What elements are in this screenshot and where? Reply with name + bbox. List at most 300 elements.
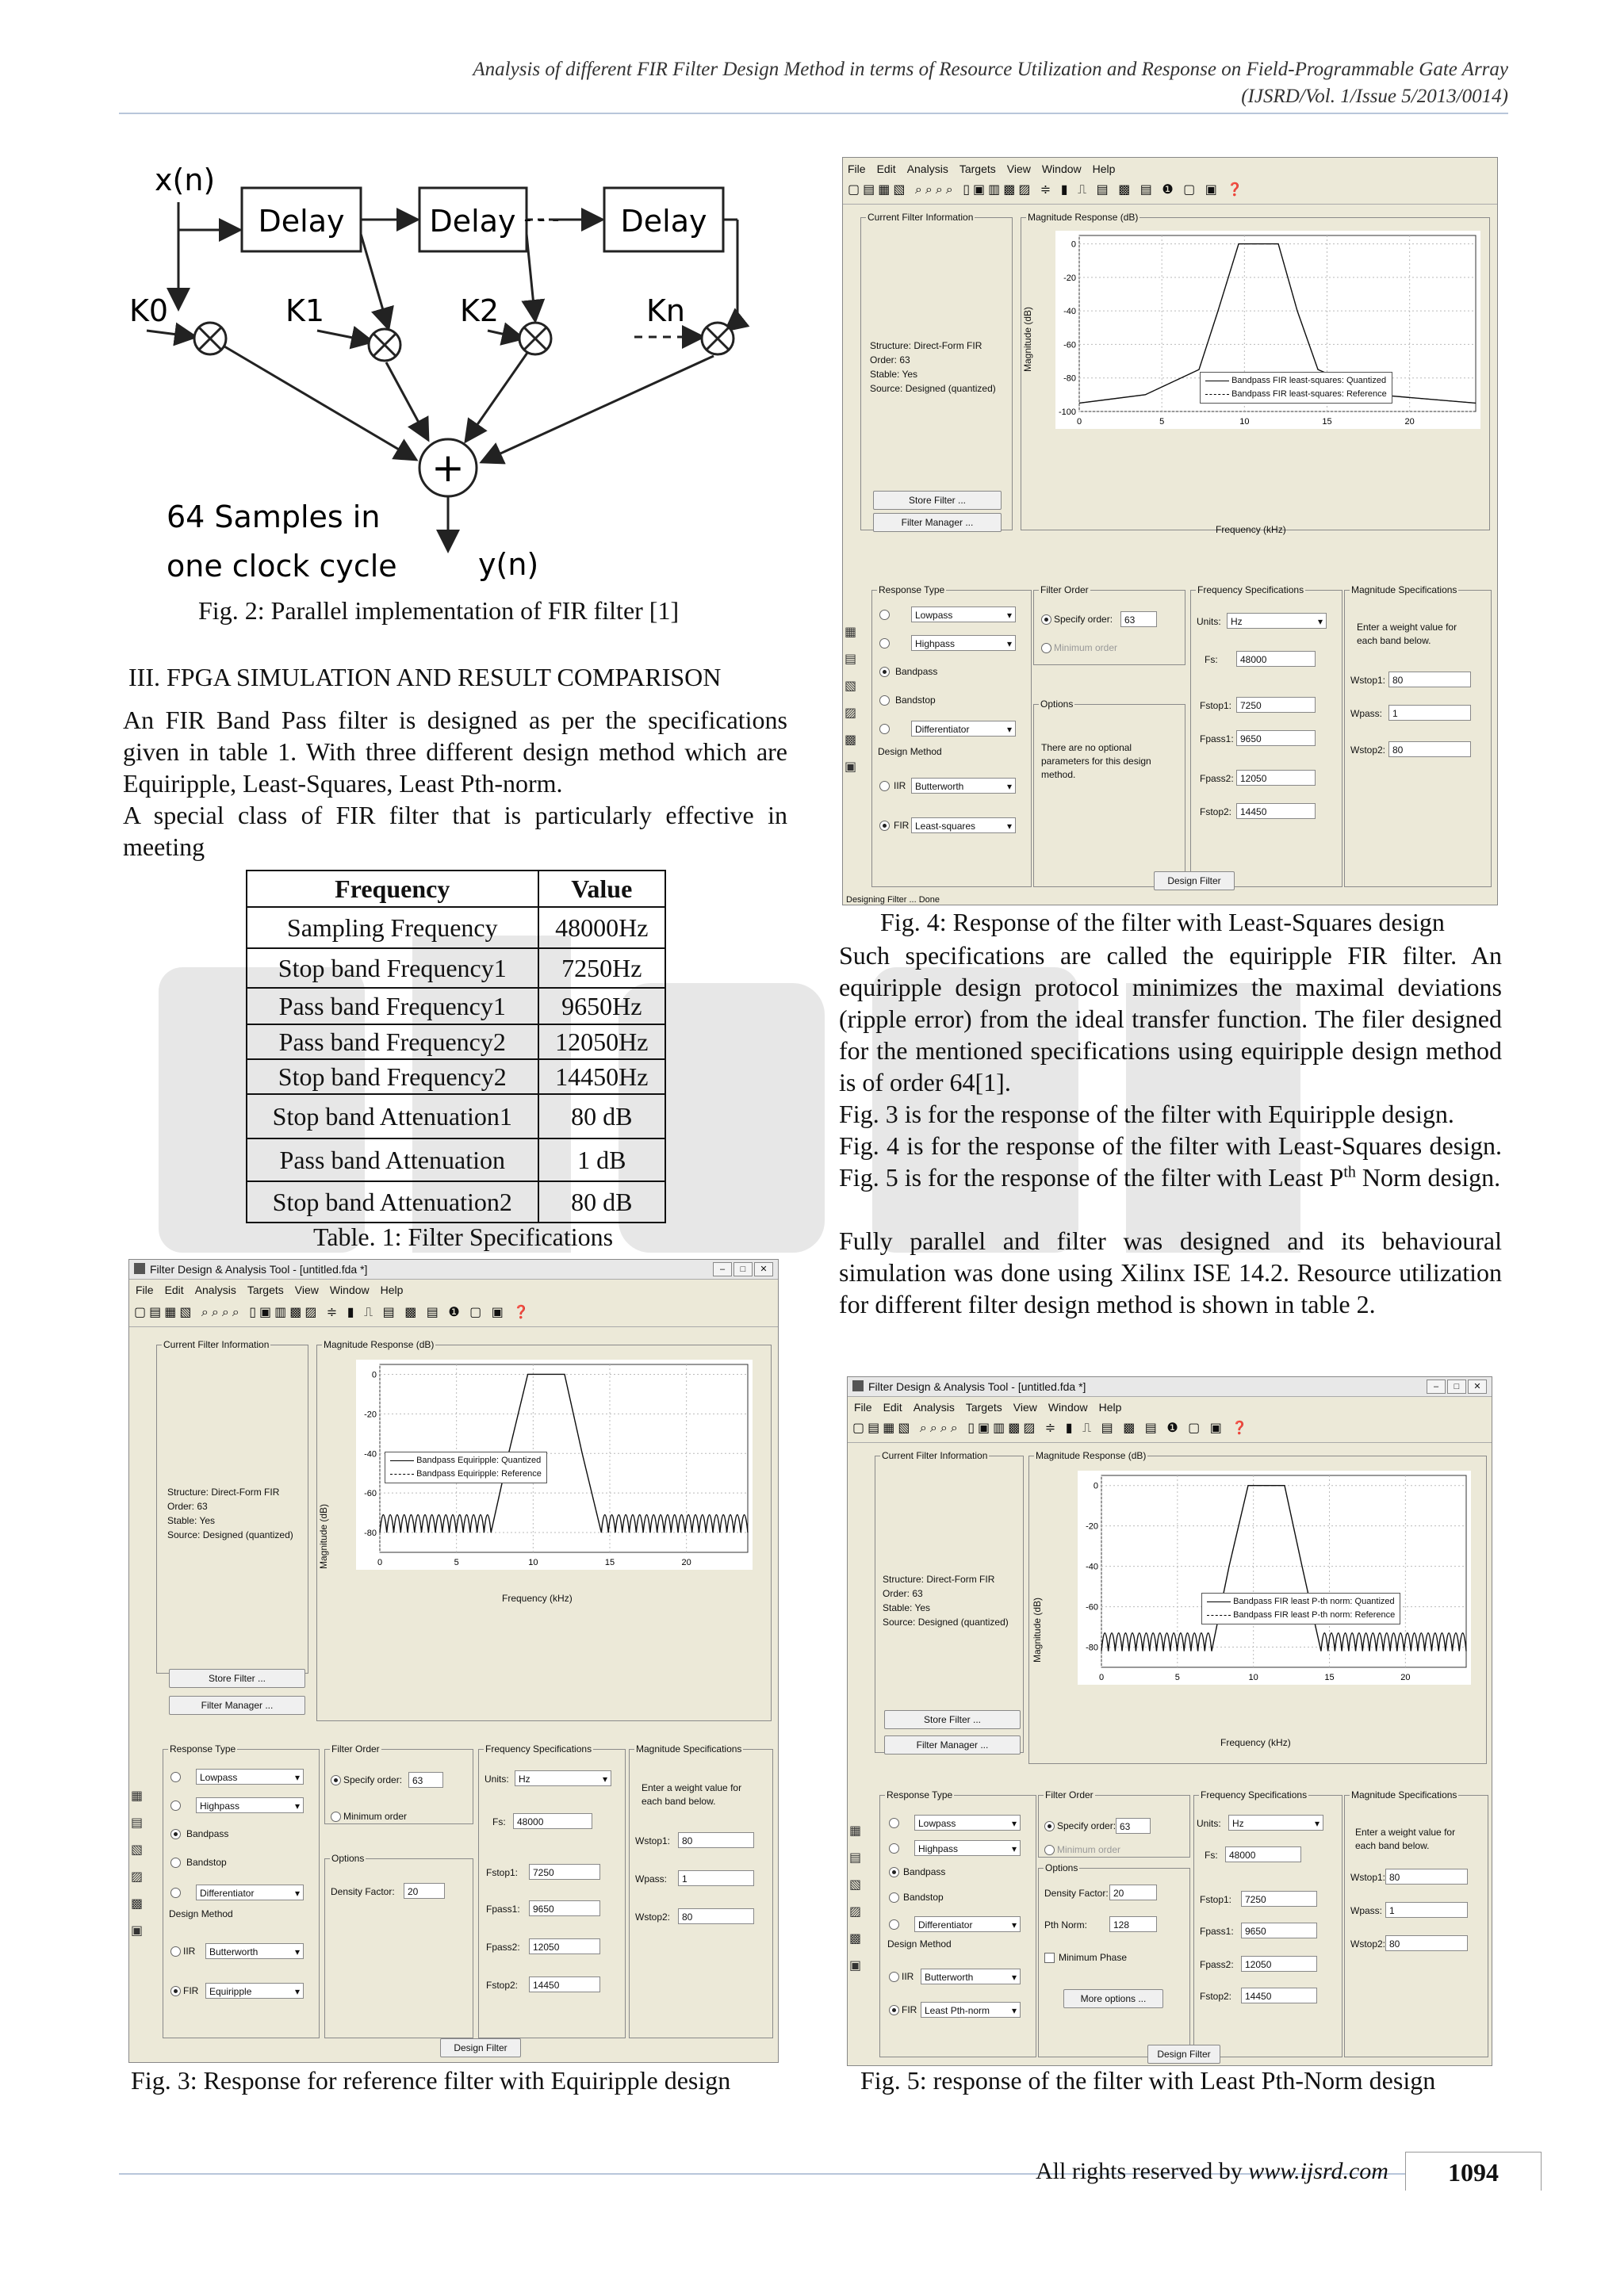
magnitude-response-panel: Magnitude Response (dB) — [316, 1339, 772, 1721]
fir-dropdown[interactable]: Least Pth-norm ▾ — [921, 2002, 1021, 2018]
bandpass-label: Bandpass — [186, 1828, 229, 1839]
window-title-bar — [848, 1377, 1492, 1397]
x-axis-label: Frequency (kHz) — [502, 1593, 573, 1604]
differentiator-radio[interactable] — [170, 1888, 181, 1898]
units-label: Units: — [1197, 616, 1221, 627]
svg-text:Delay: Delay — [429, 204, 516, 239]
toolbar[interactable]: ▢▤▦▧ ⌕⌕⌕⌕ ▯▣▥▩▨ ≑ ▮ ⎍ ▤ ▩ ▤ ❶ ▢ ▣ ❓ — [843, 182, 1497, 205]
svg-text:+: + — [431, 445, 465, 491]
matlab-icon — [852, 1380, 864, 1391]
fstop2-label: Fstop2: — [1200, 806, 1232, 817]
fs-label: Fs: — [492, 1816, 506, 1827]
y-tick-label: -60 — [1063, 340, 1076, 350]
store-filter-button[interactable]: Store Filter ... — [873, 491, 1002, 510]
order-input[interactable]: 63 — [1120, 611, 1157, 627]
page-number: 1094 — [1405, 2152, 1542, 2191]
menu-targets[interactable]: Targets — [959, 163, 996, 175]
footer-rights: All rights reserved by www.ijsrd.com — [1036, 2158, 1388, 2184]
fstop2-input[interactable]: 14450 — [529, 1976, 600, 1992]
frequency-spec-panel: Frequency Specifications — [1193, 1789, 1342, 2057]
lowpass-dropdown[interactable]: Lowpass ▾ — [911, 607, 1016, 622]
close-icon[interactable]: ✕ — [1468, 1380, 1487, 1394]
table-row: Pass band Attenuation 1 dB — [247, 1138, 665, 1181]
differentiator-dropdown[interactable]: Differentiator ▾ — [911, 721, 1016, 737]
x-tick-label: 20 — [1400, 1673, 1411, 1682]
units-dropdown[interactable]: Hz ▾ — [1227, 613, 1327, 629]
iir-dropdown[interactable]: Butterworth ▾ — [205, 1943, 304, 1959]
design-method-label: Design Method — [887, 1938, 952, 1950]
bandstop-label: Bandstop — [895, 695, 936, 706]
fstop2-input[interactable]: 14450 — [1236, 803, 1316, 819]
x-tick-label: 5 — [1159, 417, 1165, 427]
x-tick-label: 20 — [681, 1558, 691, 1567]
fig2-caption: Fig. 2: Parallel implementation of FIR filter [1] — [198, 596, 680, 625]
units-dropdown[interactable]: Hz ▾ — [1228, 1815, 1323, 1831]
units-dropdown[interactable]: Hz ▾ — [515, 1770, 611, 1786]
wstop1-label: Wstop1: — [635, 1835, 671, 1846]
filter-info: Structure: Direct-Form FIR Order: 63 Stable: Yes Source: Designed (quantized) — [883, 1574, 1009, 1628]
differentiator-radio[interactable] — [879, 724, 890, 734]
side-toolbar[interactable]: ▦ ▤ ▧ ▨ ▩ ▣ — [845, 626, 857, 774]
fs-label: Fs: — [1205, 1850, 1218, 1861]
svg-text:Delay: Delay — [258, 204, 345, 239]
y-tick-label: -80 — [1063, 373, 1076, 384]
current-filter-info-panel: Current Filter Information — [156, 1339, 308, 1674]
x-tick-label: 0 — [1076, 417, 1082, 427]
wstop2-input[interactable]: 80 — [1385, 1935, 1468, 1951]
fstop2-input[interactable]: 14450 — [1241, 1988, 1317, 2003]
x-tick-label: 20 — [1404, 417, 1415, 427]
menu-analysis[interactable]: Analysis — [913, 1401, 955, 1414]
menu-help[interactable]: Help — [1098, 1401, 1122, 1414]
fir-radio[interactable] — [879, 821, 890, 831]
minimum-order-radio[interactable] — [1044, 1845, 1055, 1855]
menu-file[interactable]: File — [854, 1401, 872, 1414]
fir-radio[interactable] — [170, 1986, 181, 1996]
x-tick-label: 0 — [377, 1558, 383, 1567]
current-filter-info-panel: Current Filter Information — [860, 212, 1013, 530]
response-type-panel: Response Type — [163, 1743, 320, 2038]
y-tick-label: -80 — [1086, 1643, 1098, 1653]
iir-radio[interactable] — [170, 1946, 181, 1957]
fpass1-label: Fpass1: — [1200, 1926, 1234, 1937]
y-tick-label: -40 — [1063, 307, 1076, 317]
y-tick-label: -60 — [1086, 1602, 1098, 1613]
order-input[interactable]: 63 — [1116, 1818, 1151, 1834]
menu-help[interactable]: Help — [1092, 163, 1116, 175]
fstop1-label: Fstop1: — [1200, 1894, 1232, 1905]
iir-label: IIR — [183, 1946, 196, 1957]
y-tick-label: -20 — [1086, 1521, 1098, 1532]
menu-file[interactable]: File — [848, 163, 866, 175]
fig4-fdatool-screenshot — [842, 157, 1498, 905]
table-row: Stop band Attenuation1 80 dB — [247, 1094, 665, 1138]
header-rule — [119, 113, 1508, 114]
wstop2-input[interactable]: 80 — [678, 1908, 754, 1924]
response-type-panel: Response Type — [879, 1789, 1036, 2057]
chart-legend: Bandpass Equiripple: Quantized Bandpass Equiripple: Reference — [385, 1452, 547, 1483]
fpass2-input[interactable]: 12050 — [529, 1938, 600, 1954]
density-factor-input[interactable]: 20 — [404, 1883, 445, 1899]
fig3-caption: Fig. 3: Response for reference filter with Equiripple design — [131, 2066, 731, 2095]
x-tick-label: 15 — [1324, 1673, 1335, 1682]
lowpass-dropdown[interactable]: Lowpass ▾ — [196, 1769, 304, 1785]
options-panel: Options — [1033, 698, 1185, 887]
fpass1-label: Fpass1: — [486, 1904, 520, 1915]
filter-manager-button[interactable]: Filter Manager ... — [884, 1735, 1021, 1755]
output-label: y(n) — [478, 547, 539, 582]
minimum-order-radio[interactable] — [1041, 643, 1051, 653]
bandstop-radio[interactable] — [879, 695, 890, 706]
plot-area — [1101, 1475, 1466, 1667]
fpass2-label: Fpass2: — [1200, 1959, 1234, 1970]
x-axis-label: Frequency (kHz) — [1220, 1737, 1291, 1748]
input-label: x(n) — [155, 163, 216, 197]
units-label: Units: — [485, 1774, 509, 1785]
menu-bar — [854, 1401, 1492, 1418]
table-row: Pass band Frequency2 12050Hz — [247, 1024, 665, 1059]
window-title-bar — [129, 1260, 778, 1280]
specify-order-label: Specify order: — [1057, 1820, 1116, 1831]
fs-input[interactable]: 48000 — [1236, 651, 1316, 667]
highpass-radio[interactable] — [879, 638, 890, 649]
menu-help[interactable]: Help — [380, 1284, 404, 1296]
y-tick-label: -100 — [1058, 408, 1076, 417]
table-row: Pass band Frequency1 9650Hz — [247, 988, 665, 1024]
close-icon[interactable]: ✕ — [754, 1262, 773, 1276]
fs-label: Fs: — [1205, 654, 1218, 665]
y-tick-label: -40 — [364, 1449, 377, 1460]
density-factor-input[interactable]: 20 — [1109, 1885, 1157, 1900]
fstop1-input[interactable]: 7250 — [1236, 697, 1316, 713]
menu-window[interactable]: Window — [329, 1284, 370, 1296]
footer-site-link[interactable]: www.ijsrd.com — [1248, 2158, 1388, 2184]
pth-norm-label: Pth Norm: — [1044, 1919, 1088, 1931]
weight-note: Enter a weight value for each band below. — [642, 1782, 742, 1807]
wstop1-label: Wstop1: — [1350, 1872, 1386, 1883]
window-title: Filter Design & Analysis Tool - [untitled.fda *] — [868, 1380, 1086, 1393]
table-row: Stop band Frequency2 14450Hz — [247, 1059, 665, 1094]
matlab-icon — [134, 1263, 145, 1274]
menu-view[interactable]: View — [1013, 1401, 1037, 1414]
fpass1-label: Fpass1: — [1200, 733, 1234, 744]
fig4-caption: Fig. 4: Response of the filter with Least-Squares design — [880, 908, 1445, 936]
iir-label: IIR — [902, 1971, 914, 1982]
options-panel: Options — [324, 1853, 473, 2038]
differentiator-dropdown[interactable]: Differentiator ▾ — [914, 1916, 1021, 1932]
menu-edit[interactable]: Edit — [876, 163, 896, 175]
samples-note-line1: 64 Samples in — [167, 499, 381, 534]
bandpass-label: Bandpass — [903, 1866, 946, 1877]
left-paragraph-1: An FIR Band Pass filter is designed as per the specifications given in table 1. With three different design method which are Equiripple, Least-Squares, Least Pth-norm. — [123, 706, 787, 798]
fig3-fdatool-screenshot — [128, 1259, 779, 2063]
x-tick-label: 5 — [1174, 1673, 1180, 1682]
filter-spec-table — [246, 870, 666, 1223]
bandstop-label: Bandstop — [903, 1892, 944, 1903]
fpass2-label: Fpass2: — [1200, 773, 1234, 784]
x-tick-label: 5 — [454, 1558, 459, 1567]
frequency-spec-panel: Frequency Specifications — [478, 1743, 626, 2038]
menu-window[interactable]: Window — [1041, 163, 1082, 175]
side-toolbar[interactable]: ▦ ▤ ▧ ▨ ▩ ▣ — [849, 1824, 862, 1973]
fig5-caption: Fig. 5: response of the filter with Least Pth-Norm design — [860, 2066, 1436, 2095]
menu-analysis[interactable]: Analysis — [906, 163, 948, 175]
filter-manager-button[interactable]: Filter Manager ... — [873, 513, 1002, 532]
x-tick-label: 10 — [1239, 417, 1250, 427]
maximize-icon[interactable]: □ — [1447, 1380, 1466, 1394]
specify-order-radio[interactable] — [331, 1775, 341, 1785]
magnitude-spec-panel: Magnitude Specifications — [1344, 584, 1492, 887]
y-tick-label: 0 — [1093, 1481, 1098, 1491]
fs-input[interactable]: 48000 — [1225, 1846, 1301, 1862]
y-tick-label: -40 — [1086, 1562, 1098, 1572]
minimum-order-label: Minimum order — [343, 1811, 408, 1822]
differentiator-radio[interactable] — [889, 1919, 899, 1930]
table-header-frequency: Frequency — [247, 871, 538, 907]
fir-label: FIR — [183, 1985, 199, 1996]
fstop1-input[interactable]: 7250 — [529, 1864, 600, 1880]
highpass-dropdown[interactable]: Highpass ▾ — [196, 1797, 304, 1813]
design-filter-button[interactable]: Design Filter — [440, 2038, 521, 2057]
minimum-order-radio[interactable] — [331, 1812, 341, 1822]
response-type-panel: Response Type — [871, 584, 1032, 887]
fpass1-input[interactable]: 9650 — [1241, 1923, 1317, 1938]
pth-norm-input[interactable]: 128 — [1109, 1916, 1157, 1932]
store-filter-button[interactable]: Store Filter ... — [884, 1710, 1021, 1729]
fpass2-label: Fpass2: — [486, 1942, 520, 1953]
fs-input[interactable]: 48000 — [513, 1813, 592, 1829]
wstop1-input[interactable]: 80 — [678, 1832, 754, 1848]
toolbar[interactable]: ▢▤▦▧ ⌕⌕⌕⌕ ▯▣▥▩▨ ≑ ▮ ⎍ ▤ ▩ ▤ ❶ ▢ ▣ ❓ — [129, 1304, 778, 1327]
multiplier-n — [702, 323, 733, 354]
menu-analysis[interactable]: Analysis — [194, 1284, 236, 1296]
right-paragraph-4: Fully parallel and filter was designed and its behavioural simulation was done using Xilinx ISE 14.2. Resource utilization for different filter design method is shown in table 2. — [839, 1226, 1502, 1318]
menu-view[interactable]: View — [294, 1284, 319, 1296]
density-factor-label: Density Factor: — [331, 1886, 395, 1897]
x-axis-label: Frequency (kHz) — [1216, 524, 1286, 535]
fir-parallel-diagram — [123, 163, 773, 595]
toolbar[interactable]: ▢▤▦▧ ⌕⌕⌕⌕ ▯▣▥▩▨ ≑ ▮ ⎍ ▤ ▩ ▤ ❶ ▢ ▣ ❓ — [848, 1420, 1492, 1443]
iir-label: IIR — [894, 780, 906, 791]
y-axis-label: Magnitude (dB) — [1032, 1597, 1043, 1663]
window-title: Filter Design & Analysis Tool - [untitled.fda *] — [150, 1263, 368, 1276]
wstop2-input[interactable]: 80 — [1388, 741, 1471, 757]
iir-radio[interactable] — [879, 781, 890, 791]
bandstop-radio[interactable] — [889, 1892, 899, 1903]
fpass2-input[interactable]: 12050 — [1236, 770, 1316, 786]
chart-legend: Bandpass FIR least P-th norm: Quantized Bandpass FIR least P-th norm: Reference — [1201, 1593, 1400, 1624]
highpass-radio[interactable] — [889, 1843, 899, 1854]
specify-order-radio[interactable] — [1044, 1821, 1055, 1831]
wpass-input[interactable]: 1 — [1388, 705, 1471, 721]
section-heading: III. FPGA SIMULATION AND RESULT COMPARISON — [128, 663, 722, 691]
menu-targets[interactable]: Targets — [247, 1284, 284, 1296]
wstop1-input[interactable]: 80 — [1385, 1869, 1468, 1885]
y-tick-label: 0 — [1071, 239, 1076, 250]
maximize-icon[interactable]: □ — [733, 1262, 753, 1276]
options-panel: Options — [1038, 1862, 1190, 2057]
fig5-fdatool-screenshot — [847, 1376, 1492, 2066]
lowpass-radio[interactable] — [879, 610, 890, 620]
right-paragraph-3: Fig. 4 is for the response of the filter with Least-Squares design. Fig. 5 is for the response of the filter with Least $P^{th}$ Norm design. — [839, 1131, 1502, 1192]
x-tick-label: 10 — [528, 1558, 538, 1567]
filter-info: Structure: Direct-Form FIR Order: 63 Stable: Yes Source: Designed (quantized) — [870, 340, 996, 394]
bandstop-radio[interactable] — [170, 1858, 181, 1868]
iir-radio[interactable] — [889, 1972, 899, 1982]
fstop2-label: Fstop2: — [1200, 1991, 1232, 2002]
running-header-title: Analysis of different FIR Filter Design Method in terms of Resource Utilization and Response on Field-Programmable Gate Array — [473, 59, 1508, 80]
menu-targets[interactable]: Targets — [965, 1401, 1002, 1414]
design-method-label: Design Method — [169, 1908, 233, 1919]
samples-note-line2: one clock cycle — [167, 549, 397, 584]
x-tick-label: 0 — [1098, 1673, 1105, 1682]
current-filter-info-panel: Current Filter Information — [875, 1450, 1024, 1753]
side-toolbar[interactable]: ▦ ▤ ▧ ▨ ▩ ▣ — [131, 1789, 144, 1938]
delay-ellipsis: - - - — [523, 208, 560, 232]
store-filter-button[interactable]: Store Filter ... — [169, 1669, 305, 1688]
x-tick-label: 15 — [604, 1558, 615, 1567]
fir-radio[interactable] — [889, 2005, 899, 2015]
fstop1-label: Fstop1: — [1200, 700, 1232, 711]
wstop1-label: Wstop1: — [1350, 675, 1386, 686]
table-row: Stop band Frequency1 7250Hz — [247, 948, 665, 988]
fir-dropdown[interactable]: Least-squares ▾ — [911, 817, 1016, 833]
bandstop-label: Bandstop — [186, 1857, 227, 1868]
wpass-label: Wpass: — [1350, 1905, 1383, 1916]
minimum-phase-label: Minimum Phase — [1059, 1952, 1128, 1963]
fpass2-input[interactable]: 12050 — [1241, 1956, 1317, 1972]
adder-node — [419, 439, 477, 496]
magnitude-response-panel: Magnitude Response (dB) — [1028, 1450, 1487, 1764]
table-row: Sampling Frequency 48000Hz — [247, 907, 665, 948]
fstop1-label: Fstop1: — [486, 1867, 519, 1878]
right-paragraph-1: Such specifications are called the equiripple FIR filter. An equiripple design protocol minimizes the maximal deviations (ripple error) from the ideal transfer function. The filer designed for the mentioned specifications using equiripple design method is of order 64[1]. — [839, 941, 1502, 1096]
fpass1-input[interactable]: 9650 — [529, 1900, 600, 1916]
minimum-phase-checkbox[interactable] — [1044, 1953, 1055, 1963]
y-tick-label: -20 — [364, 1410, 377, 1420]
menu-bar — [136, 1284, 778, 1301]
status-bar: Designing Filter ... Done — [846, 895, 940, 905]
coef-k1: K1 — [285, 293, 325, 328]
design-method-label: Design Method — [878, 746, 942, 757]
table-header-value: Value — [538, 871, 665, 907]
specify-order-radio[interactable] — [1041, 614, 1051, 625]
fpass1-input[interactable]: 9650 — [1236, 730, 1316, 746]
fstop2-label: Fstop2: — [486, 1980, 519, 1991]
units-label: Units: — [1197, 1818, 1221, 1829]
svg-text:Delay: Delay — [620, 204, 707, 239]
weight-note: Enter a weight value for each band below. — [1355, 1827, 1456, 1851]
y-axis-label: Magnitude (dB) — [1022, 306, 1033, 372]
filter-order-panel: Filter Order — [1038, 1789, 1190, 1858]
wstop2-label: Wstop2: — [635, 1911, 671, 1923]
x-tick-label: 10 — [1248, 1673, 1258, 1682]
bandpass-label: Bandpass — [895, 666, 938, 677]
iir-dropdown[interactable]: Butterworth ▾ — [911, 778, 1016, 794]
wpass-label: Wpass: — [1350, 708, 1383, 719]
wstop2-label: Wstop2: — [1350, 1938, 1386, 1950]
coef-k0: K0 — [129, 293, 169, 328]
bandpass-radio[interactable] — [889, 1867, 899, 1877]
wstop1-input[interactable]: 80 — [1388, 672, 1471, 687]
delay-block-2 — [419, 188, 527, 251]
right-paragraph-2: Fig. 3 is for the response of the filter with Equiripple design. — [839, 1100, 1454, 1128]
fir-label: FIR — [894, 820, 910, 831]
y-tick-label: -80 — [364, 1529, 377, 1539]
multiplier-1 — [369, 329, 400, 361]
minimum-order-label: Minimum order — [1057, 1844, 1121, 1855]
wstop2-label: Wstop2: — [1350, 744, 1386, 756]
lowpass-radio[interactable] — [170, 1772, 181, 1782]
fir-label: FIR — [902, 2004, 917, 2015]
magnitude-spec-panel: Magnitude Specifications — [1344, 1789, 1488, 2057]
weight-note: Enter a weight value for each band below. — [1357, 622, 1457, 646]
y-axis-label: Magnitude (dB) — [318, 1503, 329, 1569]
y-tick-label: 0 — [371, 1370, 377, 1380]
design-filter-button[interactable]: Design Filter — [1147, 2045, 1220, 2064]
chart-legend: Bandpass FIR least-squares: Quantized Bandpass FIR least-squares: Reference — [1200, 372, 1392, 404]
differentiator-dropdown[interactable]: Differentiator ▾ — [196, 1885, 304, 1900]
bandpass-radio[interactable] — [170, 1829, 181, 1839]
multiplier-0 — [194, 323, 226, 354]
magnitude-chart — [1078, 1471, 1471, 1685]
coef-kn: Kn — [646, 293, 686, 328]
design-filter-button[interactable]: Design Filter — [1154, 871, 1235, 890]
iir-dropdown[interactable]: Butterworth ▾ — [921, 1969, 1021, 1984]
wpass-input[interactable]: 1 — [678, 1870, 754, 1886]
highpass-dropdown[interactable]: Highpass ▾ — [911, 635, 1016, 651]
bandpass-radio[interactable] — [879, 667, 890, 677]
table1-caption: Table. 1: Filter Specifications — [313, 1223, 614, 1251]
wpass-input[interactable]: 1 — [1385, 1902, 1468, 1918]
delay-block-1 — [242, 188, 361, 251]
highpass-radio[interactable] — [170, 1800, 181, 1811]
wpass-label: Wpass: — [635, 1873, 668, 1885]
running-header-issue: (IJSRD/Vol. 1/Issue 5/2013/0014) — [1241, 86, 1508, 107]
filter-manager-button[interactable]: Filter Manager ... — [169, 1696, 305, 1715]
filter-order-panel: Filter Order — [324, 1743, 473, 1824]
fstop1-input[interactable]: 7250 — [1241, 1891, 1317, 1907]
y-tick-label: -60 — [364, 1489, 377, 1499]
menu-bar — [848, 163, 1497, 180]
table-row: Stop band Attenuation2 80 dB — [247, 1181, 665, 1223]
lowpass-dropdown[interactable]: Lowpass ▾ — [914, 1815, 1021, 1831]
minimize-icon[interactable]: – — [713, 1262, 732, 1276]
menu-view[interactable]: View — [1006, 163, 1031, 175]
menu-edit[interactable]: Edit — [883, 1401, 902, 1414]
menu-file[interactable]: File — [136, 1284, 154, 1296]
menu-window[interactable]: Window — [1048, 1401, 1088, 1414]
frequency-spec-panel: Frequency Specifications — [1190, 584, 1342, 887]
menu-edit[interactable]: Edit — [164, 1284, 184, 1296]
options-note: There are no optional parameters for this design method. — [1041, 742, 1151, 780]
left-paragraph-2: A special class of FIR filter that is particularly effective in meeting — [123, 801, 787, 861]
magnitude-spec-panel: Magnitude Specifications — [629, 1743, 773, 2038]
x-tick-label: 15 — [1322, 417, 1332, 427]
multiplier-2 — [519, 323, 551, 354]
fir-dropdown[interactable]: Equiripple ▾ — [205, 1983, 304, 1999]
more-options-button[interactable]: More options ... — [1063, 1989, 1163, 2008]
density-factor-label: Density Factor: — [1044, 1888, 1109, 1899]
minimum-order-label: Minimum order — [1054, 642, 1118, 653]
minimize-icon[interactable]: – — [1427, 1380, 1446, 1394]
specify-order-label: Specify order: — [343, 1774, 403, 1785]
highpass-dropdown[interactable]: Highpass ▾ — [914, 1840, 1021, 1856]
filter-info: Structure: Direct-Form FIR Order: 63 Stable: Yes Source: Designed (quantized) — [167, 1487, 293, 1540]
lowpass-radio[interactable] — [889, 1818, 899, 1828]
filter-order-panel: Filter Order — [1033, 584, 1185, 665]
order-input[interactable]: 63 — [408, 1772, 443, 1788]
